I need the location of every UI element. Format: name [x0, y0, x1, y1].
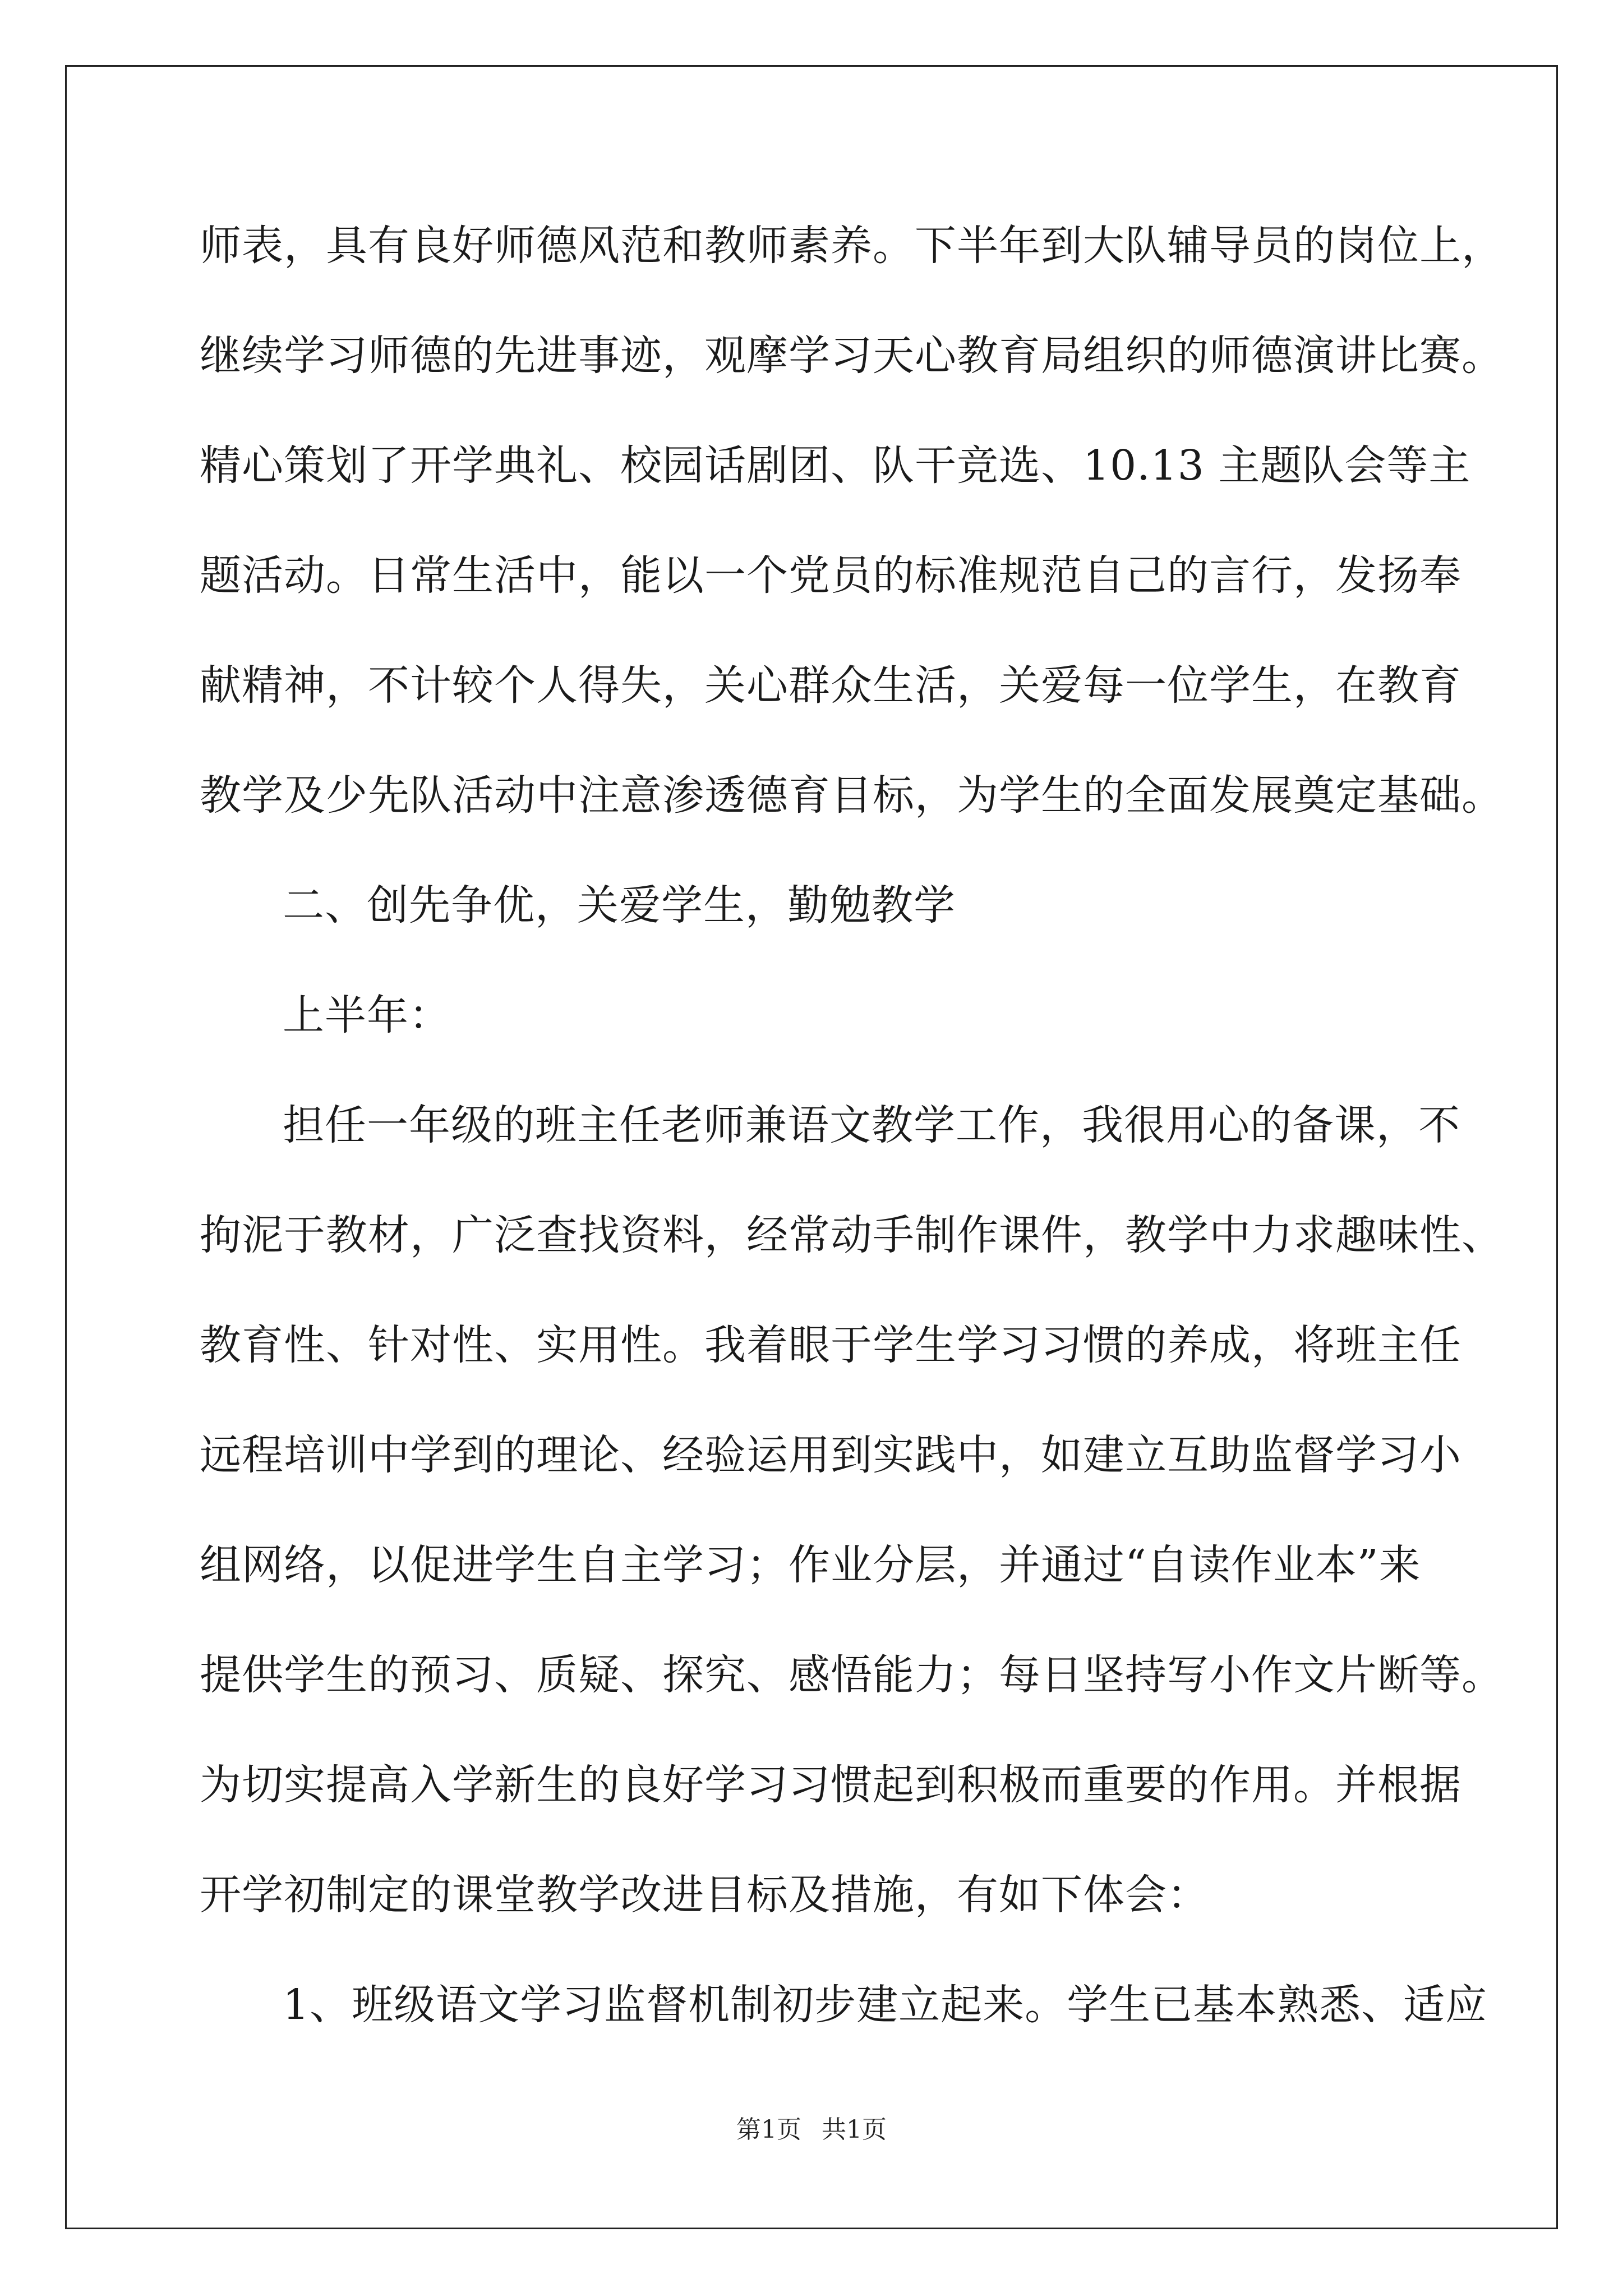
text-line-14: 提供学生的预习、质疑、探究、感悟能力；每日坚持写小作文片断等。 [200, 1651, 1504, 1699]
text-line-9: 担任一年级的班主任老师兼语文教学工作，我很用心的备课，不 [283, 1101, 1460, 1149]
page-footer [0, 2109, 1623, 2145]
text-line-6: 教学及少先队活动中注意渗透德育目标，为学生的全面发展奠定基础。 [200, 771, 1504, 820]
text-line-16: 开学初制定的课堂教学改进目标及措施，有如下体会： [200, 1871, 1209, 1919]
text-line-13: 组网络，以促进学生自主学习；作业分层，并通过“自读作业本”来 [200, 1541, 1421, 1589]
text-line-12: 远程培训中学到的理论、经验运用到实践中，如建立互助监督学习小 [200, 1431, 1461, 1479]
text-line-11: 教育性、针对性、实用性。我着眼于学生学习习惯的养成，将班主任 [200, 1321, 1461, 1369]
section-heading: 二、创先争优，关爱学生，勤勉教学 [283, 881, 956, 930]
text-line-4: 题活动。日常生活中，能以一个党员的标准规范自己的言行，发扬奉 [200, 551, 1461, 600]
text-line-1: 师表，具有良好师德风范和教师素养。下半年到大队辅导员的岗位上， [200, 222, 1504, 270]
subheading-first-half: 上半年： [283, 991, 451, 1039]
text-line-2: 继续学习师德的先进事迹，观摩学习天心教育局组织的师德演讲比赛。 [200, 332, 1504, 380]
text-line-10: 拘泥于教材，广泛查找资料，经常动手制作课件，教学中力求趣味性、 [200, 1211, 1504, 1259]
text-line-17: 1、班级语文学习监督机制初步建立起来。学生已基本熟悉、适应 [283, 1981, 1488, 2029]
text-line-3: 精心策划了开学典礼、校园话剧团、队干竞选、10.13 主题队会等主 [200, 441, 1471, 490]
page-number-current: 第1页 [736, 2115, 801, 2144]
text-line-15: 为切实提高入学新生的良好学习习惯起到积极而重要的作用。并根据 [200, 1761, 1461, 1809]
page-number-total: 共1页 [822, 2115, 887, 2144]
text-line-5: 献精神，不计较个人得失，关心群众生活，关爱每一位学生，在教育 [200, 661, 1461, 710]
document-body [200, 191, 1504, 2060]
